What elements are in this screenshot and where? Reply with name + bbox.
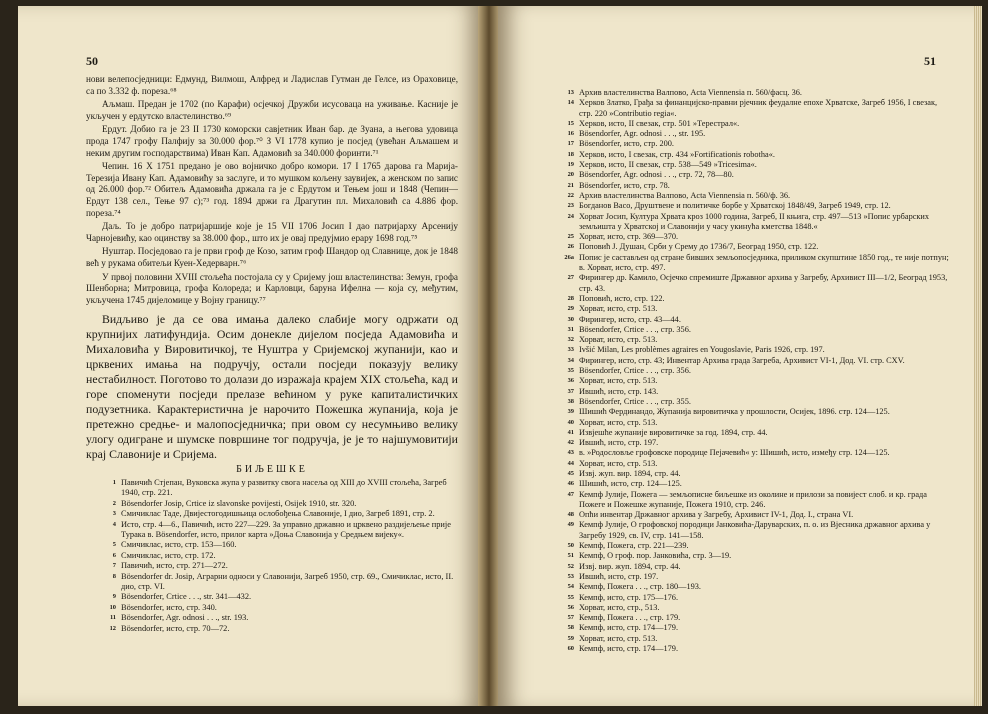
footnote [554,160,952,170]
footnote [554,623,952,633]
footnote [554,366,952,376]
body-paragraph: нови велепосједници: Едмунд, Вилмош, Алфред и Ладислав Гутман де Гелсе, из Ораховице, са по 3.332 ф. пореза.⁶⁸ [86,74,458,96]
footnote-number: 60 [567,645,574,653]
footnote-text: Хорват, исто, стр. 513. [579,376,658,386]
footnote-number: 15 [567,119,574,127]
footnote-number: 17 [567,140,574,148]
footnote [554,562,952,572]
footnote-text: Bösendorfer, Crtice . . ., стр. 356. [579,324,691,334]
footnote-text: Bösendorfer, исто, стр. 78. [579,180,670,190]
footnote-number: 20 [567,171,574,179]
footnote-number: 13 [567,89,574,96]
footnote [554,129,952,139]
footnote-number: 9 [112,593,116,601]
footnote [554,119,952,129]
footnote [554,335,952,345]
main-paragraph: Видљиво је да се ова имања далеко слабије могу одржати од крупнијих латифундија. Осим донекле дијелом посједа Адамовића и Михаловића у Вировитичкој, те Нуштра у Сријемској жупанији, као и црквених имања на подручју, остали посједи показују велику нестабилност. Поготово то долази до изражаја крајем XIX стољећа, кад и горе споменути посједи прелазе већином у руке капиталистичких подузетника. Карактеристична је нарочито Пожешка жупанија, која је претежно средње- и малопосједничка; при овом су несумњиво велику улогу одигране и шумске површине тог подручја, је је то најшумовитији крај Славоније и Сријема. [86,312,458,462]
footnote-text: Богданов Васо, Друштвене и политичке борбе у Хрватској 1848/49, Загреб 1949, стр. 12. [579,201,891,211]
footnote-text: Попис је састављен од стране бивших земљопосједника, приликом скупштине 1850 год., те није потпун; в. Хорват, исто, стр. 497. [579,252,949,273]
footnote [554,315,952,325]
footnote-text: Кемпф, О гроф. пор. Јанковића, стр. 3—19. [579,551,732,561]
footnote-number: 8 [112,572,116,580]
footnote-number: 7 [112,562,116,570]
footnote-number: 2 [112,499,116,507]
page-number: 50 [86,54,98,68]
footnote-text: Кемпф Јулије, О грофовској породици Јанковића-Даруварских, п. о. из Вјесника државног архива у Загребу 1929, св. IV, стр. 141—158. [579,520,931,540]
footnote-number: 54 [567,583,574,591]
body-paragraph: Даљ. То је добро патријаршије које је 15 VII 1706 Јосип I дао патријарху Арсенију Чарнојевићу, као оцинству за 38.000 фор., што их је овај предујмио ерару 1698 год.⁷⁵ [86,221,458,243]
footnote [86,592,458,602]
footnote-number: 23 [567,202,574,210]
footnote-text: Фирингер, исто, стр. 43; Инвентар Архива града Загреба, Архивист VI-1, Дод. VI. стр. CXV. [579,355,905,365]
footnote-number: 4 [112,520,116,528]
footnote-number: 27 [567,274,574,282]
footnote-number: 45 [567,469,574,477]
footnote-text: Исто, стр. 4—6., Павичић, исто 227—229. За управно државно и црквено раздијељење прије Турака в. Bösendorfer, исто, прилог карта »Доња Славонија у Средњем вијеку«. [121,519,451,539]
footnote [554,387,952,397]
footnote-text: Bösendorfer Josip, Crtice iz slavonske povijesti, Osijek 1910, str. 320. [121,498,357,508]
footnote-number: 35 [567,367,574,375]
footnote-text: в. »Родословље грофовске породице Пејачевић« у: Шишић, исто, између стр. 124—125. [579,448,890,458]
footnotes-list [86,478,458,634]
footnote-number: 10 [109,603,116,611]
footnote-number: 32 [567,336,574,344]
footnote-text: Хорват, исто, стр. 369—370. [579,232,679,242]
footnote-text: Павичић Стјепан, Вуковска жупа у развитку свога насеља од XIII до XVIII стољећа, Загреб 1940, стр. 221. [121,477,447,498]
footnote [554,191,952,201]
footnote-number: 56 [567,603,574,611]
footnote [554,644,952,654]
footnote-text: Хорват, исто, стр. 513. [579,458,658,468]
footnote-text: Смичиклас, исто, стр. 153—160. [121,540,237,550]
footnote [554,242,952,252]
footnote-text: Bösendorfer dr. Josip, Аграрни односи у Славонији, Загреб 1950, стр. 69., Смичиклас, исто, II. дио, стр. VI. [121,571,454,591]
footnote [86,624,458,634]
footnote-number: 14 [567,99,574,107]
footnote-text: Хорват, исто, стр. 513. [579,633,658,643]
footnote-text: Смичиклас, исто, стр. 172. [121,550,216,560]
footnote [554,479,952,489]
footnote-text: Архив властелинства Валпово, Acta Viennensia п. 560/ф. 36. [579,190,791,200]
footnote [86,561,458,571]
footnote-number: 19 [567,161,574,169]
footnote-number: 46 [567,480,574,488]
footnote [554,88,952,98]
footnote-number: 49 [567,521,574,529]
footnote-number: 29 [567,305,574,313]
footnote-number: 37 [567,387,574,395]
footnote-text: Шишић Фердинандо, Жупанија вировитичка у прошлости, Осијек, 1896. стр. 124—125. [579,407,890,417]
footnote [554,510,952,520]
footnote-text: Кемпф, Пожега . . ., стр. 179. [579,613,681,623]
footnote-number: 31 [567,325,574,333]
footnote [554,150,952,160]
notes-heading: БИЉЕШКЕ [236,464,308,476]
footnote-text: Херков Златко, Грађа за финанцијско-правни рјечник феудалне епохе Хрватске, Загреб 1956, I свезак, стр. 220 »Contributio regia«. [579,98,938,118]
footnote-text: Хорват, исто, стр., 513. [579,602,660,612]
footnote-text: Bösendorfer, Agr. odnosi . . ., str. 193. [121,613,249,623]
body-paragraphs [86,74,458,306]
footnote-number: 6 [112,551,116,559]
footnote-number: 39 [567,408,574,416]
footnote-text: Хорват, исто, стр. 513. [579,417,658,427]
body-paragraph: Аљмаш. Предан је 1702 (по Карафи) осјечкој Дружби исусоваца на уживање. Касније је укључен у ердутско властелинство.⁶⁹ [86,99,458,121]
footnote-number: 28 [567,294,574,302]
footnote-number: 3 [112,510,116,518]
footnote [554,397,952,407]
footnote-text: Поповић J. Душан, Срби у Срему до 1736/7, Београд 1950, стр. 122. [579,242,819,252]
footnote-text: Шишић, исто, стр. 124—125. [579,479,682,489]
footnote [554,376,952,386]
footnote [86,520,458,541]
footnote-text: Ившић, исто, стр. 197. [579,571,659,581]
footnote [86,499,458,509]
footnote-text: Bösendorfer, Crtice . . ., стр. 356. [579,366,691,376]
footnote [554,345,952,355]
footnote-number: 50 [567,542,574,550]
footnote-text: Bösendorfer, Agr. odnosi . . ., стр. 72, 78—80. [579,170,734,180]
right-page [498,6,976,706]
page-edges [974,6,982,706]
footnote [554,304,952,314]
footnote-text: Смичиклас Таде, Двијестогодишњица ослобођења Славоније, I дио, Загреб 1891, стр. 2. [121,509,435,519]
footnote [554,418,952,428]
footnote-number: 53 [567,572,574,580]
footnote-text: Павичић, исто, стр. 271—272. [121,561,228,571]
footnote [554,603,952,613]
footnote [554,459,952,469]
footnote [554,170,952,180]
footnote [554,201,952,211]
footnote [86,572,458,593]
footnote [86,551,458,561]
footnote-number: 44 [567,459,574,467]
footnote-text: Кемпф Јулије, Пожега — земљописне биљешке из околине и прилози за повијест слоб. и кр. града Пожеге и Пожешке жупаније, Пожега 1910, стр. 246. [579,489,927,509]
footnote-text: Кемпф, исто, стр. 175—176. [579,592,679,602]
footnote-number: 26 [567,243,574,251]
footnote-number: 16 [567,130,574,138]
footnote-text: Bösendorfer, исто, стр. 340. [121,602,217,612]
footnote [554,294,952,304]
footnote [554,520,952,541]
footnote [554,634,952,644]
footnote-number: 36 [567,377,574,385]
footnote-text: Кемпф, исто, стр. 174—179. [579,644,679,654]
footnote-number: 18 [567,150,574,158]
footnote-number: 40 [567,418,574,426]
footnote [554,613,952,623]
footnote-text: Кемпф, Пожега . . ., стр. 180—193. [579,582,702,592]
page-number: 51 [924,54,936,68]
footnote-text: Ившић, исто, стр. 197. [579,438,659,448]
footnote-number: 55 [567,593,574,601]
footnote [86,478,458,499]
footnote-number: 12 [109,624,116,632]
footnote [554,356,952,366]
footnote-number: 22 [567,191,574,199]
footnote [554,232,952,242]
footnote-text: Извј. вир. жуп. 1894, стр. 44. [579,561,681,571]
footnote-text: Ившић, исто, стр. 143. [579,386,659,396]
footnote-text: Bösendorfer, Agr. odnosi . . ., str. 195. [579,129,706,139]
footnote [554,181,952,191]
footnote [554,273,952,294]
footnote [554,428,952,438]
footnote-number: 47 [567,490,574,498]
footnote-text: Опћи инвентар Државног архива у Загребу, Архивист IV-1, Дод. I., страна VI. [579,510,854,520]
footnote [86,603,458,613]
footnote-text: Фирингер, исто, стр. 43—44. [579,314,681,324]
footnote [86,613,458,623]
footnote-text: Поповић, исто, стр. 122. [579,293,665,303]
footnote [86,509,458,519]
body-paragraph: У првој половини XVIII стољећа постојала су у Сријему још властелинства: Земун, грофа Шенборна; Митровица, грофа Колореда; и Карловци, баруна Ифелна — која су, међутим, укључена 1745 дијеломице у Војну границу.⁷⁷ [86,271,458,305]
footnote [554,572,952,582]
footnote-text: Bösendorfer, исто, стр. 70—72. [121,623,230,633]
footnote-number: 42 [567,439,574,447]
footnote-number: 25 [567,233,574,241]
footnote [554,325,952,335]
footnote [86,540,458,550]
footnote-number: 24 [567,212,574,220]
footnote [554,541,952,551]
footnote [554,407,952,417]
footnotes-list [554,88,952,654]
footnote-number: 51 [567,552,574,560]
footnote-number: 57 [567,614,574,622]
footnote-number: 34 [567,356,574,364]
footnote-text: Фирингер др. Камило, Осјечко спремиште Државног архива у Загребу, Архивист III—1/2, Београд 1953, стр. 43. [579,273,948,293]
footnote-text: Хорват Јосип, Култура Хрвата кроз 1000 година, Загреб, II књига, стр. 497—513 »Попис урбарских земљишта у Хрватској и Славонији у часу укинућа кметства 1848.« [579,211,930,231]
body-paragraph: Ердут. Добио га је 23 II 1730 коморски савјетник Иван бар. де Зуана, а његова удовица прода 1747 грофу Палфију за 30.000 фор.⁷⁰ З VI 1778 купио је посјед (увећан Аљмашем и неким другим господарствима) Иван Кап. Адамовић за 340.000 форинти.⁷¹ [86,124,458,158]
footnote-number: 33 [567,346,574,354]
footnote-text: Хорват, исто, стр. 513. [579,335,658,345]
footnote [554,582,952,592]
footnote-number: 21 [567,181,574,189]
footnote-number: 26a [564,253,574,261]
footnote [554,448,952,458]
footnote-number: 52 [567,562,574,570]
book-gutter [478,6,500,706]
footnote [554,212,952,233]
footnote-text: Херков, исто, II свезак, стр. 538—549 »Tricesima«. [579,160,757,170]
body-paragraph: Нуштар. Посједовао га је први гроф де Козо, затим гроф Шандор од Славнице, док је 1848 већ у рукама обитељи Куен-Хедерварн.⁷⁶ [86,246,458,268]
footnote [554,98,952,119]
footnote [554,469,952,479]
footnote-text: Кемпф, исто, стр. 174—179. [579,623,679,633]
footnote-text: Bösendorfer, исто, стр. 200. [579,139,674,149]
footnote-text: Хорват, исто, стр. 513. [579,304,658,314]
footnote-text: Bösendorfer, Crtice . . ., стр. 355. [579,396,691,406]
footnote [554,253,952,274]
footnote-number: 11 [109,614,116,622]
footnote-number: 1 [112,478,116,486]
footnote-text: Херков, исто, I свезак, стр. 434 »Fortificationis robotha«. [579,149,775,159]
footnote-number: 48 [567,511,574,519]
footnote [554,593,952,603]
footnote-text: Херков, исто, II свезак, стр. 501 »Терестрал«. [579,118,740,128]
footnote-text: Кемпф, Пожега, стр. 221—239. [579,541,689,551]
footnote [554,551,952,561]
footnote-number: 58 [567,624,574,632]
footnote-number: 38 [567,397,574,405]
footnote-text: Извјешће жупаније вировитичке за год. 1894, стр. 44. [579,427,768,437]
left-page [18,6,480,706]
footnote-number: 30 [567,315,574,323]
body-paragraph: Чепин. 16 X 1751 предано је ово војничко добро комори. 17 I 1765 дарова га Марија-Терезија Ивану Кап. Адамовићу за заслуге, и то мушком кољену заувијек, а женском по запис од 26.000 фор.⁷² Обитељ Адамовића држала га је с Ердутом и Тењем још и 1848 (Чепин—Ердут 138 сел., Тење 97 с);⁷³ год. 1894 држи га Драгутин пл. Михаловић са 4.886 фор. пореза.⁷⁴ [86,161,458,218]
footnote-text: Архив властелинства Валпово, Acta Viennensia п. 560/фасц. 36. [579,88,802,97]
footnote-number: 5 [112,541,116,549]
footnote-number: 59 [567,634,574,642]
footnote-number: 43 [567,449,574,457]
footnote [554,490,952,511]
left-page-body [86,74,458,634]
footnote-text: Ivšić Milan, Les problèmes agraires en Yougoslavie, Paris 1926, стр. 197. [579,345,825,355]
footnote [554,438,952,448]
footnote-number: 41 [567,428,574,436]
footnote [554,139,952,149]
footnote-text: Извј. жуп. вир. 1894, стр. 44. [579,468,681,478]
footnote-text: Bösendorfer, Crtice . . ., str. 341—432. [121,592,252,602]
